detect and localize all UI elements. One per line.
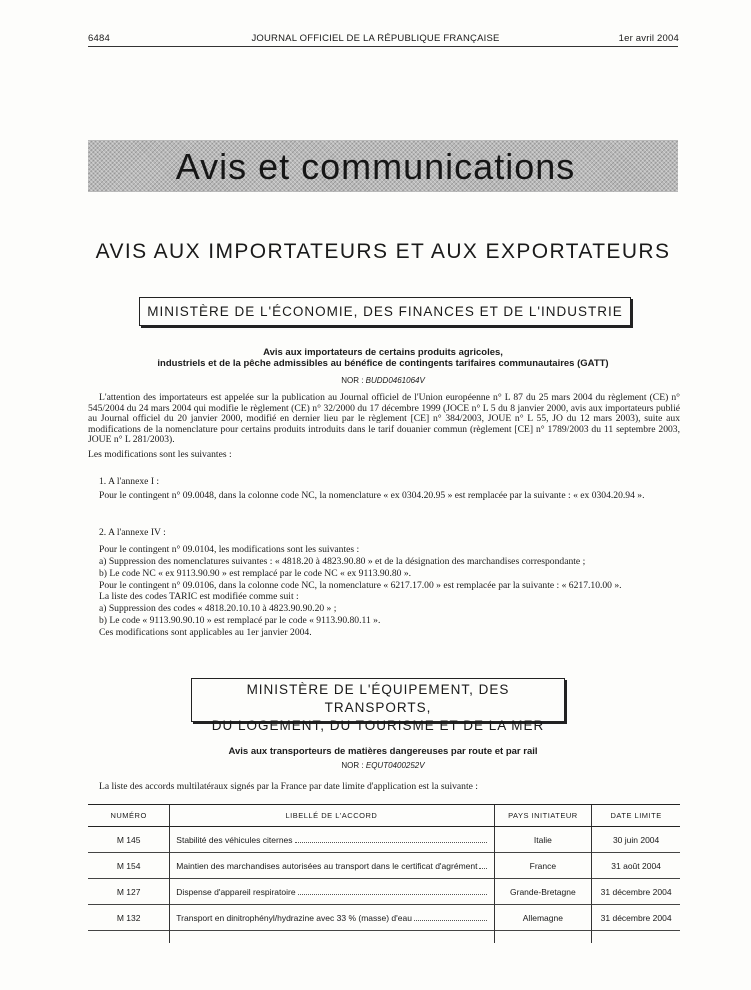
libelle-text: Stabilité des véhicules citernes — [176, 834, 293, 845]
table-header-row — [88, 805, 680, 827]
leader-dots — [414, 913, 487, 921]
ministry2-line1: MINISTÈRE DE L'ÉQUIPEMENT, DES TRANSPORTS, — [246, 682, 510, 715]
annex4-line: a) Suppression des codes « 4818.20.10.10 à 4823.90.90.20 » ; — [99, 603, 337, 614]
leader-dots — [295, 835, 487, 843]
cell-date: 31 décembre 2004 — [592, 879, 680, 905]
cell-libelle — [170, 879, 494, 905]
issue-date: 1er avril 2004 — [618, 33, 679, 44]
section-title: AVIS AUX IMPORTATEURS ET AUX EXPORTATEURS — [95, 240, 671, 263]
cell-pays: Italie — [494, 827, 592, 853]
libelle-text: Transport en dinitrophényl/hydrazine avec 33 % (masse) d'eau — [176, 912, 412, 923]
nor-label: NOR : — [341, 376, 364, 385]
ministry2-line2: DU LOGEMENT, DU TOURISME ET DE LA MER — [211, 718, 545, 733]
table-row — [88, 905, 680, 931]
annex4-line: b) Le code NC « ex 9113.90.90 » est remplacé par le code NC « ex 9113.90.80 ». — [99, 568, 412, 579]
col-header-numero: NUMÉRO — [88, 805, 170, 827]
cell-date: 31 août 2004 — [592, 853, 680, 879]
table-row — [88, 827, 680, 853]
cell-date: 31 décembre 2004 — [592, 905, 680, 931]
col-header-date: DATE LIMITE — [592, 805, 680, 827]
nor-value: EQUT0400252V — [365, 761, 425, 770]
notice2-title: Avis aux transporteurs de matières dangereuses par route et par rail — [228, 746, 538, 757]
table-row — [88, 853, 680, 879]
header-rule — [88, 46, 678, 47]
col-header-libelle: LIBELLÉ DE L'ACCORD — [170, 805, 494, 827]
cell-pays: Grande-Bretagne — [494, 879, 592, 905]
cell-libelle — [170, 853, 494, 879]
annex4-line: Pour le contingent n° 09.0104, les modifications sont les suivantes : — [99, 544, 360, 555]
table-row-continuation — [88, 931, 680, 944]
annex4-line: Pour le contingent n° 09.0106, dans la colonne code NC, la nomenclature « 6217.17.00 » est remplacée par la suivante : « 6217.10.00 ». — [99, 580, 622, 591]
notice2-intro: La liste des accords multilatéraux signés par la France par date limite d'application est la suivante : — [99, 781, 478, 792]
cell-pays: Allemagne — [494, 905, 592, 931]
cell-numero: M 154 — [88, 853, 170, 879]
cell-libelle — [170, 905, 494, 931]
nor-value: BUDD0461064V — [365, 376, 425, 385]
annex1-text: Pour le contingent n° 09.0048, dans la colonne code NC, la nomenclature « ex 0304.20.95 » est remplacée par la suivante : « ex 0304.20.94 ». — [99, 490, 645, 501]
ministry-box-economy: MINISTÈRE DE L'ÉCONOMIE, DES FINANCES ET DE L'INDUSTRIE — [139, 297, 631, 326]
annex4-line: Ces modifications sont applicables au 1er janvier 2004. — [99, 627, 312, 638]
notice1-title-line1: Avis aux importateurs de certains produits agricoles, — [263, 347, 503, 358]
notice2-nor — [88, 761, 678, 770]
leader-dots — [298, 887, 487, 895]
cell-date: 30 juin 2004 — [592, 827, 680, 853]
ministry-box-equipment — [191, 678, 565, 733]
annex4-line: La liste des codes TARIC est modifiée comme suit : — [99, 591, 299, 602]
notice1-nor — [88, 376, 678, 385]
journal-title: JOURNAL OFFICIEL DE LA RÉPUBLIQUE FRANÇAISE — [251, 33, 500, 44]
libelle-text: Maintien des marchandises autorisées au transport dans le certificat d'agrément — [176, 860, 478, 871]
page-number: 6484 — [88, 33, 110, 44]
notice1-intro: L'attention des importateurs est appelée sur la publication au Journal officiel de l'Union européenne n° L 87 du 25 mars 2004 du règlement (CE) n° 545/2004 du 24 mars 2004 qui modifie le règlement (CE) n° 32/2000 du 17 décembre 1999 (JOCE n° L 5 du 8 janvier 2000, avis aux importateurs publié au Journal officiel du 20 janvier 2000, modifié en dernier lieu par le règlement [CE] n° 384/2003, JOUE n° L 55, JO du 12 mars 2003), suite aux modifications de la nomenclature pour certains produits introduits dans le tarif douanier commun (règlement [CE] n° 1789/2003 du 11 septembre 2003, JOUE n° L 281/2003). — [88, 392, 680, 446]
annex4-heading: 2. A l'annexe IV : — [99, 527, 166, 538]
modifications-intro: Les modifications sont les suivantes : — [88, 449, 232, 460]
libelle-text: Dispense d'appareil respiratoire — [176, 886, 296, 897]
col-header-pays: PAYS INITIATEUR — [494, 805, 592, 827]
annex1-heading: 1. A l'annexe I : — [99, 476, 160, 487]
cell-numero: M 127 — [88, 879, 170, 905]
agreements-table — [88, 804, 680, 943]
table-row — [88, 879, 680, 905]
cell-numero: M 132 — [88, 905, 170, 931]
annex4-line: b) Le code « 9113.90.90.10 » est remplacé par le code « 9113.90.80.11 ». — [99, 615, 381, 626]
notice1-title — [88, 347, 678, 369]
cell-pays: France — [494, 853, 592, 879]
annex4-line: a) Suppression des nomenclatures suivantes : « 4818.20 à 4823.90.80 » et de la désignation des marchandises correspondante ; — [99, 556, 586, 567]
cell-libelle — [170, 827, 494, 853]
notice1-title-line2: industriels et de la pêche admissibles au bénéfice de contingents tarifaires communautaires (GATT) — [157, 358, 609, 369]
nor-label: NOR : — [341, 761, 364, 770]
banner-title: Avis et communications — [175, 146, 576, 187]
cell-numero: M 145 — [88, 827, 170, 853]
leader-dots — [479, 861, 486, 869]
